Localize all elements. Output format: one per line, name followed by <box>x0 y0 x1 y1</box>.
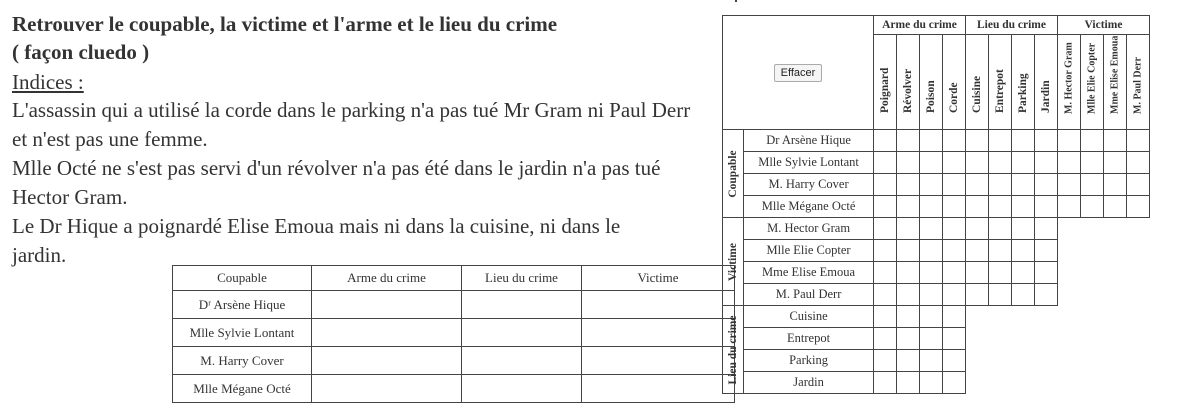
grid-cell[interactable] <box>943 284 966 306</box>
grid-row <box>723 174 1150 196</box>
grid-cell[interactable] <box>874 174 897 196</box>
grid-column-label-text: Cuisine <box>971 75 983 113</box>
grid-empty-area <box>966 306 1150 394</box>
grid-cell[interactable] <box>897 372 920 394</box>
grid-column-label-text: Entrepot <box>994 69 1006 113</box>
table-row <box>173 291 735 319</box>
grid-cell[interactable] <box>943 240 966 262</box>
grid-cell[interactable] <box>897 218 920 240</box>
summary-header-coupable: Coupable <box>173 266 312 291</box>
grid-cell[interactable] <box>920 372 943 394</box>
grid-column-label <box>966 35 989 130</box>
grid-cell[interactable] <box>1035 240 1058 262</box>
grid-cell[interactable] <box>1035 174 1058 196</box>
grid-cell[interactable] <box>966 152 989 174</box>
table-row <box>173 375 735 403</box>
grid-row-label: Mlle Sylvie Lontant <box>744 152 874 174</box>
summary-header-row <box>173 266 735 291</box>
grid-cell[interactable] <box>1012 130 1035 152</box>
summary-header-lieu: Lieu du crime <box>462 266 582 291</box>
grid-row-label: M. Paul Derr <box>744 284 874 306</box>
grid-cell[interactable] <box>989 174 1012 196</box>
grid-cell[interactable] <box>1012 152 1035 174</box>
grid-column-label-text: Parking <box>1017 73 1029 113</box>
grid-column-label <box>1035 35 1058 130</box>
grid-cell[interactable] <box>966 174 989 196</box>
grid-column-label-text: Mlle Elie Copter <box>1086 42 1098 114</box>
table-row <box>173 319 735 347</box>
grid-cell[interactable] <box>966 218 989 240</box>
grid-column-label <box>943 35 966 130</box>
clue-1: L'assassin qui a utilisé la corde dans le parking n'a pas tué Mr Gram ni Paul Derr et n'est pas une femme. <box>12 98 691 151</box>
grid-cell[interactable] <box>1012 240 1035 262</box>
grid-cell[interactable] <box>989 130 1012 152</box>
page-title: Retrouver le coupable, la victime et l'arme et le lieu du crime <box>12 12 558 36</box>
grid-cell[interactable] <box>989 152 1012 174</box>
grid-cell[interactable] <box>966 284 989 306</box>
grid-column-label-text: Poignard <box>879 67 891 113</box>
grid-cell[interactable] <box>897 240 920 262</box>
grid-row-label: Entrepot <box>744 328 874 350</box>
grid-row-label: Parking <box>744 350 874 372</box>
grid-empty-area <box>1058 218 1150 306</box>
grid-cell[interactable] <box>1104 174 1127 196</box>
grid-cell[interactable] <box>943 130 966 152</box>
grid-row-group-label-text: Victime <box>727 242 740 281</box>
grid-row-label: M. Hector Gram <box>744 218 874 240</box>
grid-cell[interactable] <box>874 130 897 152</box>
clue-2: Mlle Octé ne s'est pas servi d'un révolver n'a pas été dans le jardin n'a pas tué Hector Gram. <box>12 156 661 209</box>
grid-cell[interactable] <box>943 306 966 328</box>
grid-cell[interactable] <box>1058 152 1081 174</box>
grid-cell[interactable] <box>920 174 943 196</box>
grid-cell[interactable] <box>897 130 920 152</box>
grid-cell[interactable] <box>1012 284 1035 306</box>
grid-cell[interactable] <box>943 218 966 240</box>
summary-header-victime: Victime <box>582 266 735 291</box>
grid-cell[interactable] <box>943 174 966 196</box>
page-subtitle: ( façon cluedo ) <box>12 40 150 64</box>
grid-row-label: Dr Arsène Hique <box>744 130 874 152</box>
grid-cell[interactable] <box>943 328 966 350</box>
grid-cell[interactable] <box>1035 262 1058 284</box>
grid-cell[interactable] <box>943 372 966 394</box>
grid-corner <box>723 16 874 130</box>
grid-cell[interactable] <box>1012 196 1035 218</box>
grid-cell[interactable] <box>943 262 966 284</box>
grid-column-label <box>1058 35 1081 130</box>
grid-cell[interactable] <box>874 284 897 306</box>
grid-group-header-row <box>723 16 1150 35</box>
grid-cell[interactable] <box>966 196 989 218</box>
grid-column-group-label: Lieu du crime <box>966 16 1058 35</box>
grid-cell[interactable] <box>1104 152 1127 174</box>
grid-row-label: Cuisine <box>744 306 874 328</box>
grid-column-label-text: Poison <box>925 80 937 113</box>
grid-cell[interactable] <box>920 350 943 372</box>
grid-cell[interactable] <box>920 196 943 218</box>
grid-cell[interactable] <box>1058 196 1081 218</box>
grid-cell[interactable] <box>1127 174 1150 196</box>
grid-cell[interactable] <box>943 350 966 372</box>
grid-cell[interactable] <box>920 152 943 174</box>
grid-cell[interactable] <box>897 196 920 218</box>
grid-cell[interactable] <box>1012 218 1035 240</box>
grid-column-label-text: Révolver <box>902 68 914 113</box>
grid-cell[interactable] <box>1081 152 1104 174</box>
grid-row <box>723 306 1150 328</box>
grid-column-label <box>1081 35 1104 130</box>
grid-cell[interactable] <box>920 218 943 240</box>
grid-cell[interactable] <box>874 152 897 174</box>
grid-column-group-label: Victime <box>1058 16 1150 35</box>
answer-cell[interactable] <box>462 347 582 375</box>
cluedo-grid <box>722 15 1150 394</box>
puzzle-text <box>12 10 692 270</box>
grid-column-label-text: M. Paul Derr <box>1132 57 1144 114</box>
grid-cell[interactable] <box>897 284 920 306</box>
grid-cell[interactable] <box>1081 130 1104 152</box>
answer-cell[interactable] <box>582 319 735 347</box>
grid-cell[interactable] <box>966 262 989 284</box>
grid-cell[interactable] <box>897 262 920 284</box>
grid-cell[interactable] <box>1035 130 1058 152</box>
grid-row <box>723 152 1150 174</box>
corner-mark <box>735 0 737 2</box>
suspect-name: Dʳ Arsène Hique <box>173 291 312 319</box>
suspect-name: Mlle Sylvie Lontant <box>173 319 312 347</box>
grid-cell[interactable] <box>1104 130 1127 152</box>
answer-cell[interactable] <box>582 291 735 319</box>
grid-column-label <box>1104 35 1127 130</box>
grid-cell[interactable] <box>874 372 897 394</box>
grid-cell[interactable] <box>989 196 1012 218</box>
grid-row-group-label-text: Lieu du crime <box>727 315 740 384</box>
grid-cell[interactable] <box>874 240 897 262</box>
grid-cell[interactable] <box>966 130 989 152</box>
grid-row-label: M. Harry Cover <box>744 174 874 196</box>
grid-cell[interactable] <box>1081 174 1104 196</box>
grid-column-group-label: Arme du crime <box>874 16 966 35</box>
grid-cell[interactable] <box>1081 196 1104 218</box>
grid-row-group-label <box>723 130 744 218</box>
grid-cell[interactable] <box>920 240 943 262</box>
grid-cell[interactable] <box>920 284 943 306</box>
grid-cell[interactable] <box>1058 130 1081 152</box>
grid-cell[interactable] <box>966 240 989 262</box>
grid-cell[interactable] <box>920 262 943 284</box>
grid-cell[interactable] <box>897 174 920 196</box>
grid-column-label-text: Jardin <box>1040 80 1052 113</box>
grid-cell[interactable] <box>874 218 897 240</box>
answer-cell[interactable] <box>312 291 462 319</box>
grid-cell[interactable] <box>897 152 920 174</box>
grid-column-label-text: Corde <box>948 82 960 113</box>
grid-cell[interactable] <box>1104 196 1127 218</box>
grid-column-label <box>920 35 943 130</box>
grid-column-label <box>1127 35 1150 130</box>
grid-row-label: Mlle Mégane Octé <box>744 196 874 218</box>
grid-cell[interactable] <box>874 328 897 350</box>
grid-row-label: Mlle Elie Copter <box>744 240 874 262</box>
grid-cell[interactable] <box>989 218 1012 240</box>
grid-cell[interactable] <box>897 350 920 372</box>
grid-cell[interactable] <box>874 196 897 218</box>
grid-cell[interactable] <box>897 328 920 350</box>
grid-cell[interactable] <box>1058 174 1081 196</box>
grid-row-group-label <box>723 306 744 394</box>
grid-cell[interactable] <box>874 262 897 284</box>
grid-row <box>723 130 1150 152</box>
summary-table <box>172 265 735 403</box>
grid-cell[interactable] <box>1035 196 1058 218</box>
grid-row-group-label <box>723 218 744 306</box>
grid-cell[interactable] <box>1127 130 1150 152</box>
grid-cell[interactable] <box>1127 196 1150 218</box>
clear-button[interactable]: Effacer <box>774 64 823 82</box>
indices-label: Indices : <box>12 70 84 94</box>
grid-column-label <box>989 35 1012 130</box>
grid-cell[interactable] <box>1012 262 1035 284</box>
grid-row <box>723 196 1150 218</box>
answer-cell[interactable] <box>462 375 582 403</box>
answer-cell[interactable] <box>582 347 735 375</box>
grid-row <box>723 218 1150 240</box>
grid-cell[interactable] <box>920 130 943 152</box>
grid-cell[interactable] <box>943 196 966 218</box>
grid-cell[interactable] <box>897 306 920 328</box>
grid-row-group-label-text: Coupable <box>727 149 740 198</box>
suspect-name: M. Harry Cover <box>173 347 312 375</box>
grid-cell[interactable] <box>1035 284 1058 306</box>
grid-cell[interactable] <box>874 306 897 328</box>
grid-cell[interactable] <box>874 350 897 372</box>
grid-cell[interactable] <box>1012 174 1035 196</box>
grid-column-label <box>874 35 897 130</box>
answer-cell[interactable] <box>582 375 735 403</box>
grid-cell[interactable] <box>920 328 943 350</box>
grid-column-label <box>897 35 920 130</box>
grid-column-label <box>1012 35 1035 130</box>
grid-cell[interactable] <box>943 152 966 174</box>
grid-cell[interactable] <box>989 240 1012 262</box>
answer-cell[interactable] <box>312 375 462 403</box>
answer-cell[interactable] <box>462 319 582 347</box>
answer-cell[interactable] <box>312 347 462 375</box>
table-row <box>173 347 735 375</box>
clue-3: Le Dr Hique a poignardé Elise Emoua mais ni dans la cuisine, ni dans le jardin. <box>12 214 621 267</box>
grid-column-label-text: M. Hector Gram <box>1063 42 1075 114</box>
grid-column-label-text: Mme Elise Emoua <box>1109 35 1121 114</box>
suspect-name: Mlle Mégane Octé <box>173 375 312 403</box>
grid-cell[interactable] <box>989 262 1012 284</box>
grid-cell[interactable] <box>989 284 1012 306</box>
grid-cell[interactable] <box>1035 218 1058 240</box>
grid-cell[interactable] <box>920 306 943 328</box>
grid-cell[interactable] <box>1127 152 1150 174</box>
summary-header-arme: Arme du crime <box>312 266 462 291</box>
answer-cell[interactable] <box>312 319 462 347</box>
answer-cell[interactable] <box>462 291 582 319</box>
grid-row-label: Jardin <box>744 372 874 394</box>
grid-cell[interactable] <box>1035 152 1058 174</box>
grid-row-label: Mme Elise Emoua <box>744 262 874 284</box>
